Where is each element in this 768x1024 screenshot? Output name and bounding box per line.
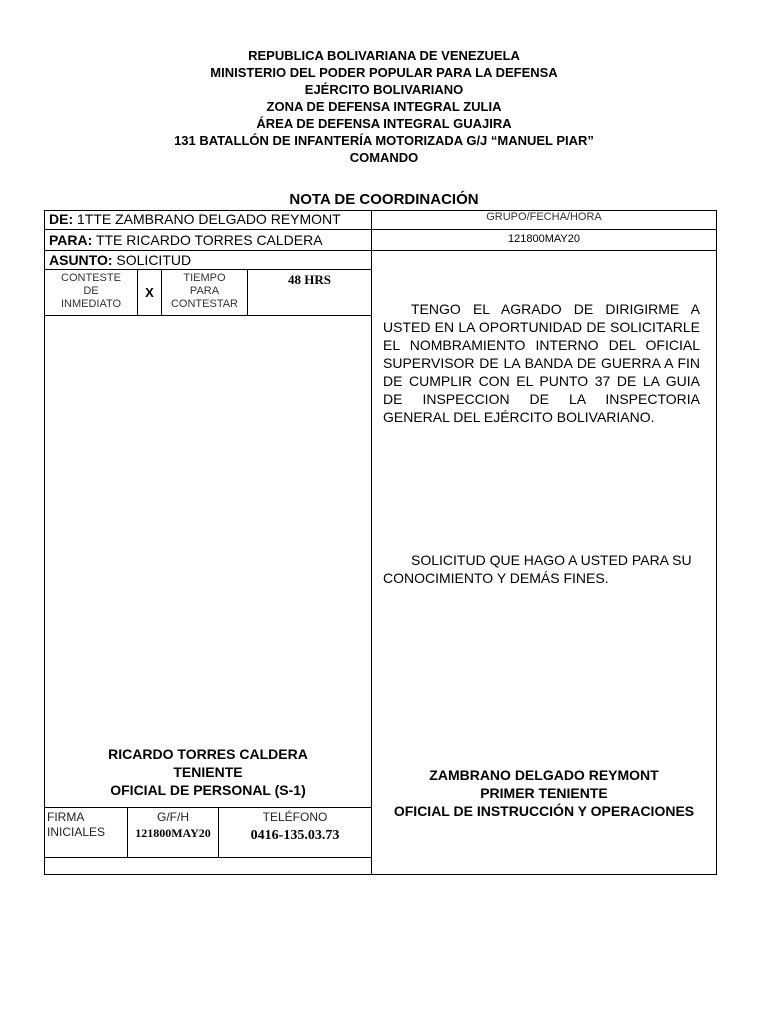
para-field — [45, 231, 371, 250]
para-label: PARA: — [49, 232, 93, 248]
right-signature-name: ZAMBRANO DELGADO REYMONT — [429, 767, 659, 783]
para-value: TTE RICARDO TORRES CALDERA — [95, 232, 323, 248]
row-line-1 — [44, 229, 717, 230]
de-field — [45, 210, 371, 229]
tiempo-value: 48 HRS — [288, 272, 331, 287]
conteste-checkbox[interactable]: X — [145, 285, 154, 300]
asunto-field — [45, 251, 371, 269]
firma-iniciales-label — [47, 810, 125, 840]
left-signature-position: OFICIAL DE PERSONAL (S-1) — [110, 782, 306, 798]
right-signature-rank: PRIMER TENIENTE — [480, 785, 608, 801]
telefono-label: TELÉFONO — [262, 810, 328, 824]
firma-label: FIRMA — [47, 810, 85, 824]
de-value: 1TTE ZAMBRANO DELGADO REYMONT — [77, 211, 341, 227]
body-paragraph-2: SOLICITUD QUE HAGO A USTED PARA SU CONOCIMIENTO Y DEMÁS FINES. — [383, 552, 692, 586]
de-label: DE: — [49, 211, 74, 227]
left-signature-rank: TENIENTE — [173, 764, 243, 780]
grupo-fecha-hora-value: 121800MAY20 — [508, 233, 580, 245]
header-line-4: ZONA DE DEFENSA INTEGRAL ZULIA — [266, 99, 502, 114]
gfh-label: G/F/H — [157, 810, 189, 824]
right-signature-position: OFICIAL DE INSTRUCCIÓN Y OPERACIONES — [393, 803, 695, 819]
right-signature — [372, 766, 716, 820]
asunto-label: ASUNTO: — [49, 252, 113, 268]
tiempo-para-contestar-label: TIEMPO PARA CONTESTAR — [170, 272, 239, 310]
footer-line-mid — [44, 857, 372, 858]
document-header — [0, 47, 768, 166]
body-paragraph-1: TENGO EL AGRADO DE DIRIGIRME A USTED EN LA OPORTUNIDAD DE SOLICITARLE EL NOMBRAMIENTO INTERNO DEL OFICIAL SUPERVISOR DE LA BANDA DE GUERRA A FIN DE CUMPLIR CON EL PUNTO 37 DE LA GUIA DE INSPECCION DE LA INSPECTORIA GENERAL DEL EJÉRCITO BOLIVARIANO. — [383, 301, 700, 425]
header-line-2: MINISTERIO DEL PODER POPULAR PARA LA DEFENSA — [210, 65, 558, 80]
left-signature — [45, 745, 371, 799]
asunto-value: SOLICITUD — [116, 252, 192, 268]
footer-line-top — [44, 807, 372, 808]
header-line-5: ÁREA DE DEFENSA INTEGRAL GUAJIRA — [256, 116, 512, 131]
header-line-7: COMANDO — [349, 150, 419, 165]
header-line-3: EJÉRCITO BOLIVARIANO — [304, 82, 464, 97]
header-line-1: REPUBLICA BOLIVARIANA DE VENEZUELA — [248, 48, 520, 63]
header-line-6: 131 BATALLÓN DE INFANTERÍA MOTORIZADA G/J “MANUEL PIAR” — [174, 133, 594, 148]
document-title: NOTA DE COORDINACIÓN — [289, 191, 479, 208]
iniciales-label: INICIALES — [47, 825, 106, 839]
gfh-value: 121800MAY20 — [135, 826, 211, 840]
grupo-fecha-hora-label: GRUPO/FECHA/HORA — [486, 211, 602, 223]
conteste-de-inmediato-label: CONTESTE DE INMEDIATO — [60, 272, 122, 310]
left-signature-name: RICARDO TORRES CALDERA — [108, 746, 308, 762]
telefono-value: 0416-135.03.73 — [250, 828, 340, 843]
